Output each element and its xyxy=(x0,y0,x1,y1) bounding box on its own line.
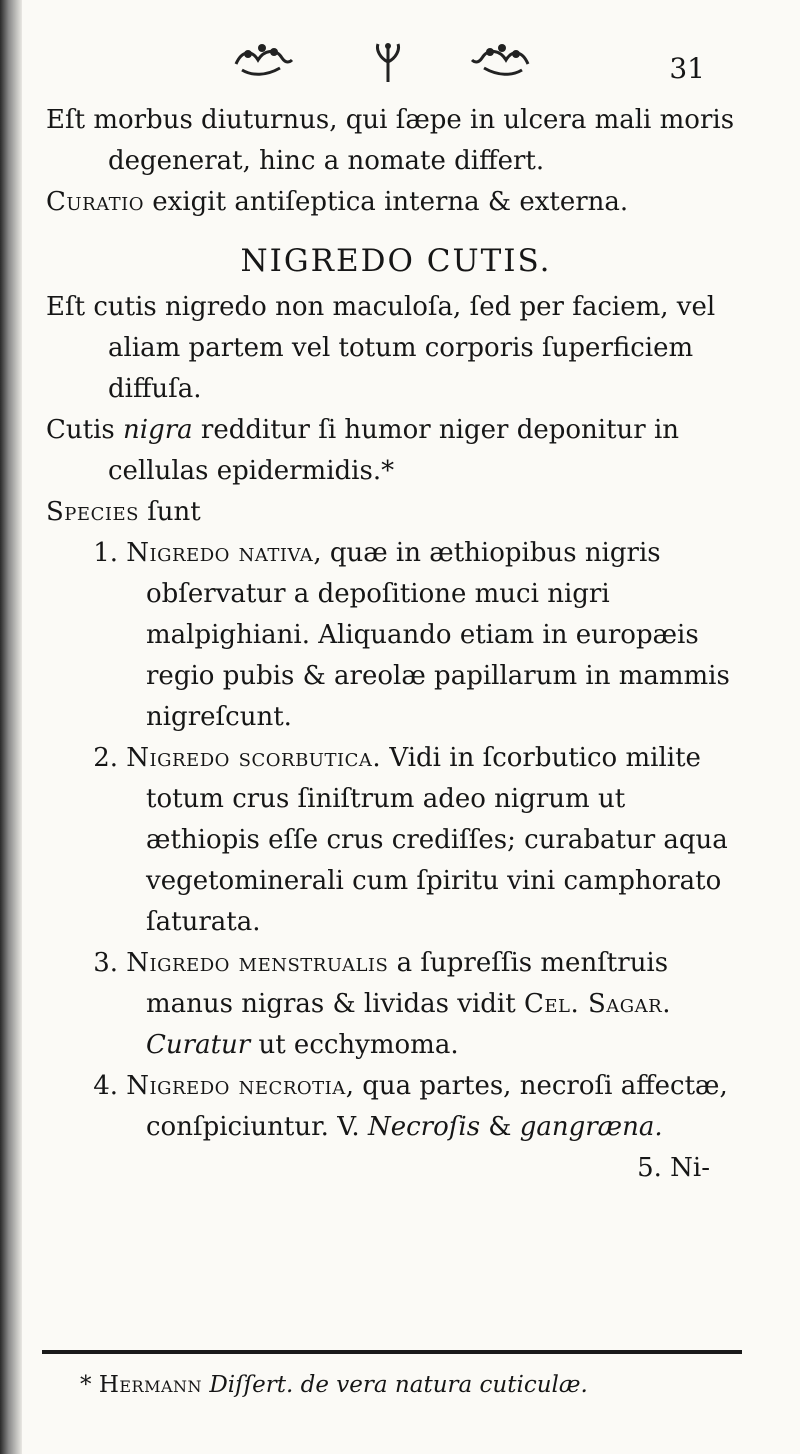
floral-ornament-right-icon xyxy=(470,40,532,80)
curatio-paragraph xyxy=(46,182,746,223)
item-tail: ut ecchymoma. xyxy=(250,1030,459,1060)
footnote-marker: * xyxy=(80,1372,92,1398)
item-number: 1. xyxy=(93,538,118,568)
item-number: 2. xyxy=(93,743,118,773)
curatio-text: exigit antiſeptica interna & externa. xyxy=(152,187,629,217)
item-author: Cel. Sagar. xyxy=(523,989,671,1019)
page-number: 31 xyxy=(669,52,705,85)
item-name: Nigredo necrotia xyxy=(126,1071,346,1101)
main-text xyxy=(46,100,746,1189)
page-header xyxy=(0,36,800,96)
item-name: Nigredo nativa xyxy=(126,538,314,568)
item-name: Nigredo scorbutica. xyxy=(126,743,382,773)
cause-paragraph xyxy=(46,410,746,492)
species-item-2 xyxy=(46,738,746,943)
binding-shadow xyxy=(0,0,22,1454)
species-item-4 xyxy=(46,1066,746,1148)
species-post: ſunt xyxy=(147,497,201,527)
item-text: Vidi in ſcorbutico milite totum crus ſiniſtrum adeo nigrum ut æthiopis eſſe crus crediſſes; curabatur aqua vegetominerali cum ſpiritu vini camphorato ſaturata. xyxy=(146,743,728,937)
cause-italic: nigra xyxy=(123,415,193,445)
item-mid: & xyxy=(480,1112,520,1142)
floral-ornament-left-icon xyxy=(232,40,294,80)
footnote-title: Diſſert. de vera natura cuticulæ. xyxy=(209,1372,588,1398)
item-italic-2: gangræna. xyxy=(519,1112,663,1142)
definition-paragraph: Eſt cutis nigredo non maculoſa, ſed per faciem, vel aliam partem vel totum corporis ſuperficiem diffuſa. xyxy=(46,292,716,404)
item-number: 3. xyxy=(93,948,118,978)
floral-ornament-center-icon xyxy=(368,40,408,84)
catchword: 5. Ni- xyxy=(637,1153,710,1183)
species-line xyxy=(46,492,746,533)
continuation-paragraph: Eſt morbus diuturnus, qui ſæpe in ulcera mali moris degenerat, hinc a nomate differt. xyxy=(46,105,735,176)
species-label: Species xyxy=(46,497,139,527)
footnote-author: Hermann xyxy=(98,1372,203,1398)
section-heading: NIGREDO CUTIS. xyxy=(240,243,552,279)
item-name: Nigredo menstrualis xyxy=(126,948,389,978)
item-text: a ſupreſſis menſtruis manus nigras & lividas vidit xyxy=(146,948,669,1019)
species-item-3 xyxy=(46,943,746,1066)
cause-pre: Cutis xyxy=(46,415,115,445)
species-item-1 xyxy=(46,533,746,738)
item-italic-1: Necroſis xyxy=(367,1112,481,1142)
item-text: , qua partes, necroſi affectæ, conſpiciuntur. V. xyxy=(146,1071,728,1142)
footnote-rule xyxy=(42,1350,742,1354)
cause-post: redditur ſi humor niger deponitur in cellulas epidermidis.* xyxy=(108,415,680,486)
item-text: , quæ in æthiopibus nigris obſervatur a depoſitione muci nigri malpighiani. Aliquando etiam in europæis regio pubis & areolæ papillarum in mammis nigreſcunt. xyxy=(146,538,730,732)
footnote xyxy=(80,1372,588,1398)
curatio-label: Curatio xyxy=(46,187,145,217)
item-italic: Curatur xyxy=(146,1030,251,1060)
item-number: 4. xyxy=(93,1071,118,1101)
